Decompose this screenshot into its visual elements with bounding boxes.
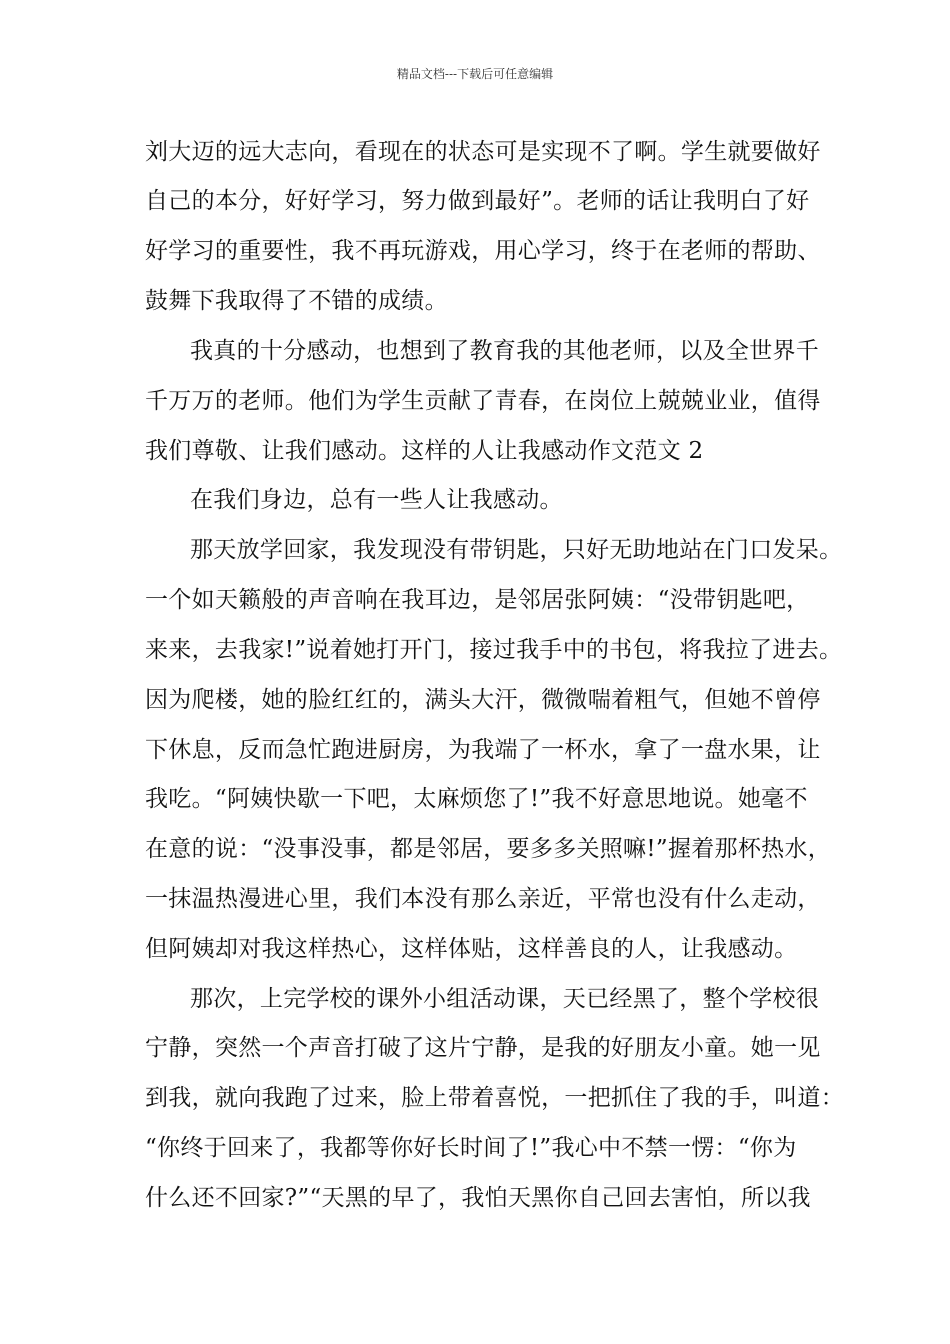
text-line: 好学习的重要性，我不再玩游戏，用心学习，终于在老师的帮助、: [145, 238, 821, 264]
text-line: 我真的十分感动，也想到了教育我的其他老师，以及全世界千: [190, 338, 820, 364]
text-line: 自己的本分，好好学习，努力做到最好”。老师的话让我明白了好: [145, 188, 810, 214]
text-line: 我们尊敬、让我们感动。这样的人让我感动作文范文 2: [145, 438, 704, 464]
text-line: 一抹温热漫进心里，我们本没有那么亲近，平常也没有什么走动，: [145, 886, 821, 912]
text-line: “你终于回来了，我都等你好长时间了!”我心中不禁一愣：“你为: [145, 1135, 797, 1161]
text-line: 什么还不回家?”“天黑的早了，我怕天黑你自己回去害怕，所以我: [145, 1185, 811, 1211]
page-header: 精品文档---下载后可任意编辑: [396, 67, 554, 81]
text-line: 到我，就向我跑了过来，脸上带着喜悦，一把抓住了我的手，叫道：: [145, 1085, 844, 1111]
text-line: 那次，上完学校的课外小组活动课，天已经黑了，整个学校很: [190, 986, 820, 1012]
text-line: 刘大迈的远大志向，看现在的状态可是实现不了啊。学生就要做好: [145, 139, 821, 165]
text-line: 来来，去我家!”说着她打开门，接过我手中的书包，将我拉了进去。: [145, 637, 843, 663]
text-line: 千万万的老师。他们为学生贡献了青春，在岗位上兢兢业业，值得: [145, 388, 821, 414]
text-line: 一个如天籁般的声音响在我耳边，是邻居张阿姨：“没带钥匙吧，: [145, 587, 810, 613]
text-line: 因为爬楼，她的脸红红的，满头大汗，微微喘着粗气，但她不曾停: [145, 687, 821, 713]
text-line: 那天放学回家，我发现没有带钥匙，只好无助地站在门口发呆。: [190, 537, 843, 563]
text-line: 下休息，反而急忙跑进厨房，为我端了一杯水，拿了一盘水果，让: [145, 737, 821, 763]
text-line: 在我们身边，总有一些人让我感动。: [190, 487, 563, 513]
text-line: 鼓舞下我取得了不错的成绩。: [145, 288, 448, 314]
text-line: 宁静，突然一个声音打破了这片宁静，是我的好朋友小童。她一见: [145, 1035, 821, 1061]
text-line: 我吃。“阿姨快歇一下吧，太麻烦您了!”我不好意思地说。她毫不: [145, 786, 808, 812]
text-line: 但阿姨却对我这样热心，这样体贴，这样善良的人，让我感动。: [145, 936, 798, 962]
text-line: 在意的说：“没事没事，都是邻居，要多多关照嘛!”握着那杯热水，: [145, 836, 832, 862]
